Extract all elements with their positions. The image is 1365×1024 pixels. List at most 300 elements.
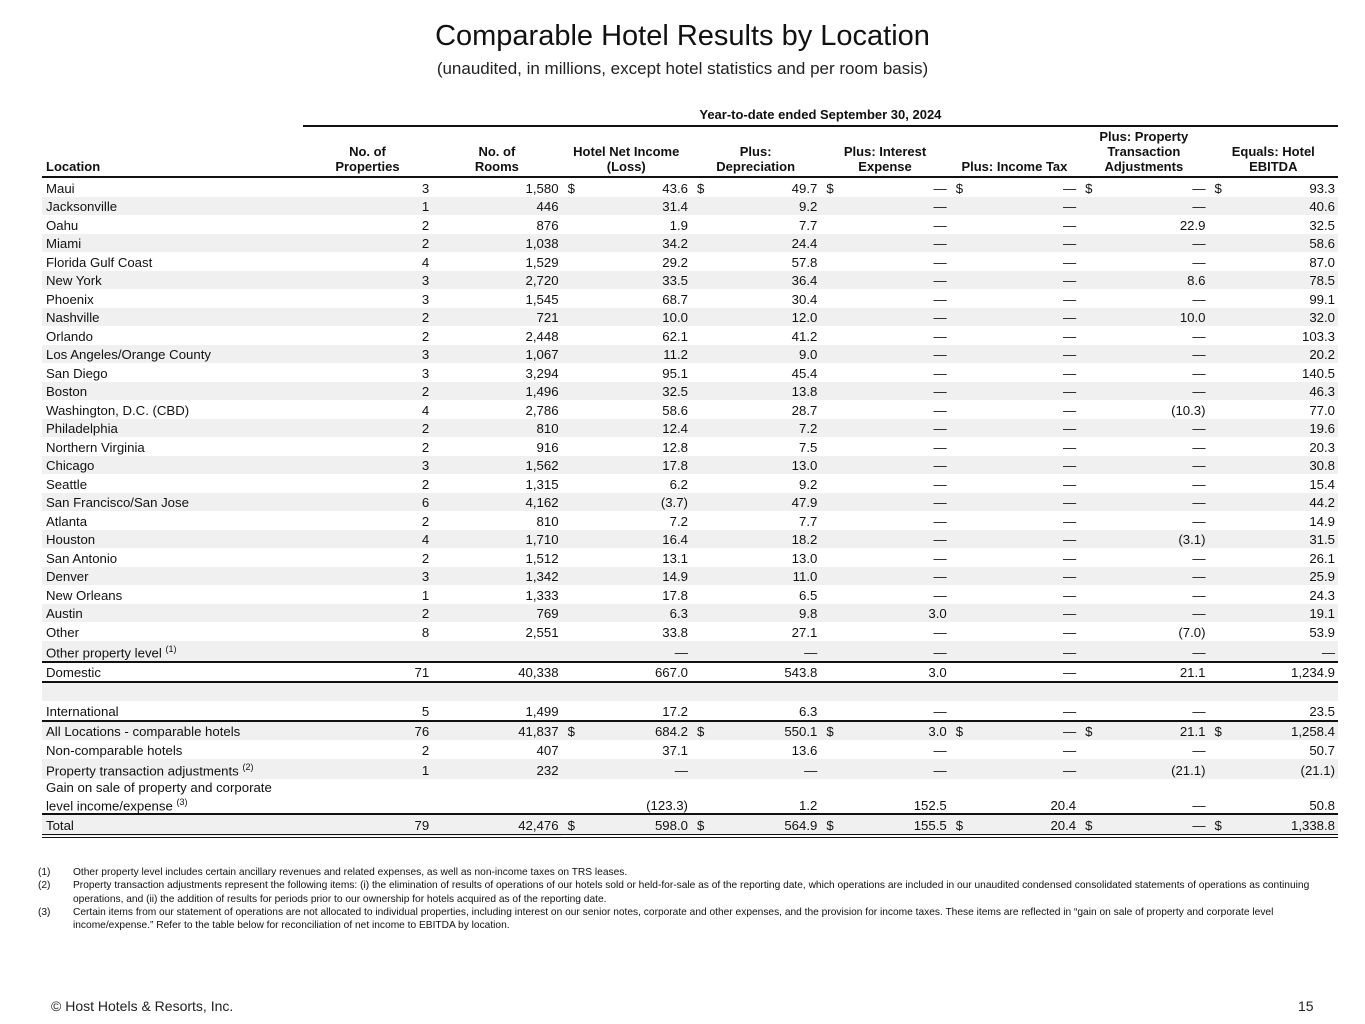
cell-value: 1,529 bbox=[525, 254, 559, 270]
table-row bbox=[42, 363, 1338, 382]
cell-properties bbox=[303, 622, 432, 641]
cell-value: 13.6 bbox=[791, 742, 818, 758]
cell-value: — bbox=[1192, 644, 1206, 660]
footnote bbox=[38, 879, 1328, 906]
cell-value: 78.5 bbox=[1309, 273, 1335, 288]
cell-value: 1,333 bbox=[525, 587, 559, 603]
cell-interest bbox=[820, 511, 949, 530]
cell-value: 32.5 bbox=[1309, 217, 1335, 233]
cell-ebitda bbox=[1209, 548, 1338, 567]
cell-value: 6.3 bbox=[799, 703, 818, 719]
col-header-depreciation bbox=[691, 126, 820, 177]
table-row bbox=[42, 567, 1338, 586]
cell-value: 40,338 bbox=[518, 665, 559, 681]
cell-value: — bbox=[933, 291, 947, 307]
footnote-ref: (3) bbox=[176, 796, 188, 807]
table-row bbox=[42, 511, 1338, 530]
table-row bbox=[42, 271, 1338, 290]
cell-interest bbox=[820, 197, 949, 216]
cell-value: 2 bbox=[421, 236, 430, 251]
blank-cell bbox=[1079, 682, 1208, 701]
col-header-properties bbox=[303, 126, 432, 177]
cell-location bbox=[42, 759, 303, 779]
col-header-ebitda bbox=[1209, 126, 1338, 177]
col-header-properties-l1: No. of bbox=[349, 144, 386, 159]
cell-value: 2 bbox=[421, 742, 430, 758]
cell-value: — bbox=[933, 273, 947, 288]
cell-income-tax bbox=[950, 215, 1079, 234]
cell-value: 22.9 bbox=[1179, 217, 1206, 233]
cell-value: 4 bbox=[421, 532, 430, 547]
cell-properties bbox=[303, 197, 432, 216]
cell-rooms bbox=[432, 622, 561, 641]
cell-value: — bbox=[933, 763, 947, 779]
cell-value: — bbox=[1192, 180, 1206, 196]
cell-depreciation bbox=[691, 641, 820, 662]
cell-rooms bbox=[432, 456, 561, 475]
cell-depreciation bbox=[691, 363, 820, 382]
cell-ebitda bbox=[1209, 511, 1338, 530]
cell-adjustments bbox=[1079, 456, 1208, 475]
page-subtitle: (unaudited, in millions, except hotel statistics and per room basis) bbox=[436, 59, 929, 78]
cell-rooms bbox=[432, 662, 561, 683]
cell-value: 1,499 bbox=[525, 703, 559, 719]
cell-value: 1,512 bbox=[525, 550, 559, 566]
cell-ebitda bbox=[1209, 326, 1338, 345]
col-header-adjustments-l1: Plus: Property bbox=[1099, 129, 1189, 144]
cell-value: 24.4 bbox=[791, 236, 818, 251]
cell-rooms bbox=[432, 474, 561, 493]
cell-depreciation bbox=[691, 511, 820, 530]
cell-value: 152.5 bbox=[913, 798, 947, 814]
cell-value: 17.8 bbox=[662, 458, 688, 473]
cell-interest bbox=[820, 779, 949, 814]
cell-adjustments bbox=[1079, 177, 1208, 197]
dollar-sign: $ bbox=[1214, 180, 1222, 196]
cell-value: — bbox=[804, 644, 818, 660]
table-row bbox=[42, 308, 1338, 327]
cell-interest bbox=[820, 701, 949, 721]
cell-value: — bbox=[1062, 724, 1077, 740]
cell-rooms bbox=[432, 814, 561, 836]
cell-value: — bbox=[1192, 569, 1206, 584]
cell-location bbox=[42, 419, 303, 438]
cell-value: 17.2 bbox=[662, 703, 688, 719]
cell-depreciation bbox=[691, 419, 820, 438]
cell-value: 1,562 bbox=[525, 458, 559, 473]
cell-value: 32.0 bbox=[1309, 310, 1335, 325]
cell-value: 12.0 bbox=[791, 310, 818, 325]
dollar-sign: $ bbox=[955, 724, 964, 740]
cell-location bbox=[42, 271, 303, 290]
cell-interest bbox=[820, 289, 949, 308]
cell-adjustments bbox=[1079, 400, 1208, 419]
cell-value: (21.1) bbox=[1171, 763, 1206, 779]
cell-income-tax bbox=[950, 437, 1079, 456]
blank-cell bbox=[691, 682, 820, 701]
dollar-sign: $ bbox=[826, 724, 834, 740]
cell-location bbox=[42, 530, 303, 549]
gain-on-sale-row bbox=[42, 779, 1338, 814]
location-label: Denver bbox=[46, 569, 89, 584]
cell-adjustments bbox=[1079, 759, 1208, 779]
location-label: Property transaction adjustments bbox=[46, 763, 239, 779]
location-label: Los Angeles/Orange County bbox=[46, 347, 211, 362]
cell-ebitda bbox=[1209, 419, 1338, 438]
cell-depreciation bbox=[691, 530, 820, 549]
blank-cell bbox=[1209, 682, 1338, 701]
cell-value: 11.2 bbox=[663, 347, 688, 362]
dollar-sign: $ bbox=[826, 180, 834, 196]
location-label: Phoenix bbox=[46, 291, 94, 307]
cell-net-income bbox=[562, 567, 691, 586]
cell-value: — bbox=[1192, 587, 1206, 603]
dollar-sign: $ bbox=[1214, 724, 1222, 740]
cell-value: 2,448 bbox=[525, 328, 559, 344]
footnote bbox=[38, 866, 1328, 879]
cell-ebitda bbox=[1209, 701, 1338, 721]
cell-value: 9.8 bbox=[799, 606, 818, 621]
cell-rooms bbox=[432, 721, 561, 741]
cell-value: — bbox=[933, 365, 947, 381]
cell-value: — bbox=[1062, 606, 1077, 621]
cell-value: — bbox=[1192, 365, 1206, 381]
cell-value: 58.6 bbox=[1309, 236, 1335, 251]
cell-value: — bbox=[1192, 513, 1206, 529]
cell-properties bbox=[303, 382, 432, 401]
cell-properties bbox=[303, 641, 432, 662]
cell-value: 598.0 bbox=[654, 817, 688, 833]
cell-location bbox=[42, 215, 303, 234]
cell-rooms bbox=[432, 271, 561, 290]
cell-properties bbox=[303, 289, 432, 308]
cell-value: 16.4 bbox=[662, 532, 688, 547]
cell-properties bbox=[303, 604, 432, 623]
cell-value: 19.6 bbox=[1309, 421, 1335, 436]
cell-value: — bbox=[933, 644, 947, 660]
col-header-net-income bbox=[562, 126, 691, 177]
footnote-ref: (2) bbox=[242, 761, 254, 772]
footnote-text: Property transaction adjustments represent the following items: (i) the elimination of results of operations of our hotels sold or held-for-sale as of the reporting date, which operations are included in our unaudited condensed consolidated statements of operations as continuing operations, and (ii) the addition of results for periods prior to our ownership for hotels acquired as of the reporting date. bbox=[73, 880, 1310, 905]
location-label: Non-comparable hotels bbox=[46, 742, 183, 758]
cell-value: 37.1 bbox=[662, 742, 688, 758]
cell-value: — bbox=[933, 384, 947, 399]
cell-properties bbox=[303, 493, 432, 512]
cell-value: 3 bbox=[421, 273, 430, 288]
cell-income-tax bbox=[950, 604, 1079, 623]
cell-adjustments bbox=[1079, 289, 1208, 308]
cell-value: 1,038 bbox=[525, 236, 559, 251]
cell-location bbox=[42, 326, 303, 345]
cell-properties bbox=[303, 814, 432, 836]
international-row bbox=[42, 701, 1338, 721]
cell-net-income bbox=[562, 779, 691, 814]
dollar-sign: $ bbox=[696, 817, 705, 833]
col-header-adjustments-l2: Transaction bbox=[1107, 144, 1181, 159]
cell-value: 13.0 bbox=[791, 550, 818, 566]
location-label: Seattle bbox=[46, 476, 88, 492]
cell-location bbox=[42, 177, 303, 197]
blank-cell bbox=[820, 682, 949, 701]
cell-ebitda bbox=[1209, 567, 1338, 586]
cell-value: — bbox=[1062, 421, 1077, 436]
cell-value: 12.4 bbox=[662, 421, 688, 436]
cell-net-income bbox=[562, 197, 691, 216]
table-row bbox=[42, 400, 1338, 419]
cell-interest bbox=[820, 740, 949, 759]
cell-value: 3 bbox=[421, 291, 430, 307]
cell-location bbox=[42, 548, 303, 567]
cell-properties bbox=[303, 740, 432, 759]
cell-interest bbox=[820, 585, 949, 604]
cell-value: 810 bbox=[536, 513, 559, 529]
location-label: San Antonio bbox=[46, 550, 118, 566]
cell-income-tax bbox=[950, 289, 1079, 308]
cell-net-income bbox=[562, 814, 691, 836]
cell-rooms bbox=[432, 400, 561, 419]
cell-value: 20.4 bbox=[1050, 817, 1077, 833]
table-row bbox=[42, 289, 1338, 308]
cell-rooms bbox=[432, 493, 561, 512]
cell-depreciation bbox=[691, 271, 820, 290]
cell-value: — bbox=[933, 458, 947, 473]
location-label-line2: level income/expense bbox=[46, 798, 173, 814]
cell-ebitda bbox=[1209, 197, 1338, 216]
cell-income-tax bbox=[950, 759, 1079, 779]
cell-value: — bbox=[933, 421, 947, 436]
cell-income-tax bbox=[950, 234, 1079, 253]
cell-adjustments bbox=[1079, 662, 1208, 683]
cell-value: — bbox=[933, 550, 947, 566]
location-label: Other property level bbox=[46, 644, 162, 660]
cell-income-tax bbox=[950, 814, 1079, 836]
cell-location bbox=[42, 701, 303, 721]
cell-value: — bbox=[933, 513, 947, 529]
cell-interest bbox=[820, 326, 949, 345]
cell-location bbox=[42, 400, 303, 419]
cell-value: 14.9 bbox=[662, 569, 688, 584]
cell-value: 3.0 bbox=[928, 665, 947, 681]
cell-value: 46.3 bbox=[1309, 384, 1335, 399]
cell-value: 44.2 bbox=[1309, 495, 1335, 510]
cell-adjustments bbox=[1079, 740, 1208, 759]
cell-value: — bbox=[1062, 476, 1077, 492]
cell-value: — bbox=[933, 569, 947, 584]
cell-value: 18.2 bbox=[791, 532, 818, 547]
cell-value: — bbox=[1062, 703, 1077, 719]
cell-value: — bbox=[1062, 569, 1077, 584]
cell-value: 543.8 bbox=[784, 665, 818, 681]
cell-adjustments bbox=[1079, 641, 1208, 662]
cell-value: — bbox=[674, 644, 688, 660]
cell-value: 8.6 bbox=[1187, 273, 1206, 288]
dollar-sign: $ bbox=[1214, 817, 1222, 833]
cell-value: — bbox=[1062, 495, 1077, 510]
table-row bbox=[42, 530, 1338, 549]
cell-net-income bbox=[562, 740, 691, 759]
cell-depreciation bbox=[691, 177, 820, 197]
cell-value: 7.2 bbox=[799, 421, 818, 436]
cell-net-income bbox=[562, 474, 691, 493]
cell-net-income bbox=[562, 326, 691, 345]
cell-income-tax bbox=[950, 177, 1079, 197]
cell-adjustments bbox=[1079, 345, 1208, 364]
cell-ebitda bbox=[1209, 308, 1338, 327]
cell-value: 12.8 bbox=[662, 439, 688, 455]
table-row bbox=[42, 197, 1338, 216]
col-header-income-tax-l1: Plus: Income Tax bbox=[961, 159, 1068, 174]
cell-ebitda bbox=[1209, 456, 1338, 475]
cell-interest bbox=[820, 363, 949, 382]
cell-ebitda bbox=[1209, 604, 1338, 623]
col-header-depreciation-l1: Plus: bbox=[739, 144, 772, 159]
cell-income-tax bbox=[950, 585, 1079, 604]
cell-value: 2 bbox=[421, 217, 430, 233]
cell-value: — bbox=[933, 402, 947, 418]
cell-net-income bbox=[562, 456, 691, 475]
cell-depreciation bbox=[691, 437, 820, 456]
cell-income-tax bbox=[950, 530, 1079, 549]
cell-value: 29.2 bbox=[662, 254, 688, 270]
cell-income-tax bbox=[950, 308, 1079, 327]
cell-income-tax bbox=[950, 701, 1079, 721]
cell-value: 4,162 bbox=[525, 495, 559, 510]
cell-interest bbox=[820, 234, 949, 253]
cell-location bbox=[42, 721, 303, 741]
cell-depreciation bbox=[691, 197, 820, 216]
cell-ebitda bbox=[1209, 493, 1338, 512]
location-label: Miami bbox=[46, 236, 82, 251]
cell-net-income bbox=[562, 662, 691, 683]
cell-properties bbox=[303, 252, 432, 271]
cell-income-tax bbox=[950, 252, 1079, 271]
cell-income-tax bbox=[950, 493, 1079, 512]
cell-value: 2,551 bbox=[525, 624, 559, 640]
cell-properties bbox=[303, 759, 432, 779]
cell-income-tax bbox=[950, 641, 1079, 662]
cell-adjustments bbox=[1079, 530, 1208, 549]
total-row bbox=[42, 814, 1338, 836]
cell-rooms bbox=[432, 759, 561, 779]
cell-net-income bbox=[562, 400, 691, 419]
page-number: 15 bbox=[1298, 998, 1314, 1014]
cell-value: 550.1 bbox=[784, 724, 818, 740]
cell-value: 20.3 bbox=[1309, 439, 1335, 455]
cell-properties bbox=[303, 662, 432, 683]
cell-value: 2,720 bbox=[525, 273, 559, 288]
cell-location bbox=[42, 474, 303, 493]
location-label: Boston bbox=[46, 384, 88, 399]
cell-adjustments bbox=[1079, 326, 1208, 345]
table-row bbox=[42, 382, 1338, 401]
cell-net-income bbox=[562, 419, 691, 438]
cell-properties bbox=[303, 530, 432, 549]
cell-interest bbox=[820, 814, 949, 836]
cell-value: — bbox=[1062, 402, 1077, 418]
cell-value: 1,315 bbox=[525, 476, 559, 492]
cell-net-income bbox=[562, 530, 691, 549]
copyright: © Host Hotels & Resorts, Inc. bbox=[51, 998, 234, 1014]
cell-interest bbox=[820, 604, 949, 623]
cell-properties bbox=[303, 511, 432, 530]
cell-ebitda bbox=[1209, 177, 1338, 197]
table-row bbox=[42, 177, 1338, 197]
cell-value: 10.0 bbox=[1179, 310, 1206, 325]
cell-properties bbox=[303, 779, 432, 814]
location-label: New York bbox=[46, 273, 102, 288]
cell-value: 2 bbox=[421, 550, 430, 566]
cell-value: — bbox=[1062, 550, 1077, 566]
cell-ebitda bbox=[1209, 289, 1338, 308]
cell-value: — bbox=[1062, 180, 1077, 196]
cell-value: — bbox=[933, 347, 947, 362]
cell-net-income bbox=[562, 215, 691, 234]
cell-income-tax bbox=[950, 622, 1079, 641]
cell-net-income bbox=[562, 511, 691, 530]
cell-value: 77.0 bbox=[1309, 402, 1335, 418]
cell-net-income bbox=[562, 289, 691, 308]
cell-income-tax bbox=[950, 548, 1079, 567]
cell-properties bbox=[303, 456, 432, 475]
cell-adjustments bbox=[1079, 271, 1208, 290]
cell-value: 2 bbox=[421, 421, 430, 436]
cell-net-income bbox=[562, 641, 691, 662]
dollar-sign: $ bbox=[955, 817, 964, 833]
cell-properties bbox=[303, 326, 432, 345]
cell-value: 15.4 bbox=[1309, 476, 1335, 492]
cell-interest bbox=[820, 567, 949, 586]
col-header-adjustments-l3: Adjustments bbox=[1104, 159, 1184, 174]
cell-value: 3 bbox=[421, 569, 430, 584]
cell-value: 3.0 bbox=[928, 724, 947, 740]
cell-location bbox=[42, 779, 303, 814]
cell-value: 20.2 bbox=[1309, 347, 1335, 362]
col-header-rooms-l2: Rooms bbox=[474, 159, 519, 174]
cell-value: — bbox=[933, 217, 947, 233]
cell-value: 1,580 bbox=[525, 180, 559, 196]
cell-location bbox=[42, 456, 303, 475]
cell-value: 20.4 bbox=[1050, 798, 1077, 814]
cell-rooms bbox=[432, 308, 561, 327]
cell-value: 42,476 bbox=[518, 817, 559, 833]
cell-value: 140.5 bbox=[1301, 365, 1335, 381]
cell-net-income bbox=[562, 721, 691, 741]
cell-value: 1,496 bbox=[525, 384, 559, 399]
cell-net-income bbox=[562, 701, 691, 721]
location-label: Chicago bbox=[46, 458, 95, 473]
location-label: Houston bbox=[46, 532, 96, 547]
cell-value: 1 bbox=[421, 763, 430, 779]
cell-rooms bbox=[432, 530, 561, 549]
cell-income-tax bbox=[950, 662, 1079, 683]
cell-ebitda bbox=[1209, 814, 1338, 836]
cell-income-tax bbox=[950, 419, 1079, 438]
cell-value: — bbox=[1192, 347, 1206, 362]
cell-value: — bbox=[1062, 513, 1077, 529]
cell-adjustments bbox=[1079, 779, 1208, 814]
cell-value: 1,338.8 bbox=[1291, 817, 1335, 833]
cell-value: 3 bbox=[421, 365, 430, 381]
cell-rooms bbox=[432, 641, 561, 662]
cell-income-tax bbox=[950, 197, 1079, 216]
col-header-interest bbox=[820, 126, 949, 177]
table-row bbox=[42, 456, 1338, 475]
cell-value: — bbox=[1192, 384, 1206, 399]
cell-value: 8 bbox=[421, 624, 430, 640]
cell-value: — bbox=[1192, 742, 1206, 758]
dollar-sign: $ bbox=[1085, 180, 1093, 196]
cell-value: — bbox=[1062, 384, 1077, 399]
